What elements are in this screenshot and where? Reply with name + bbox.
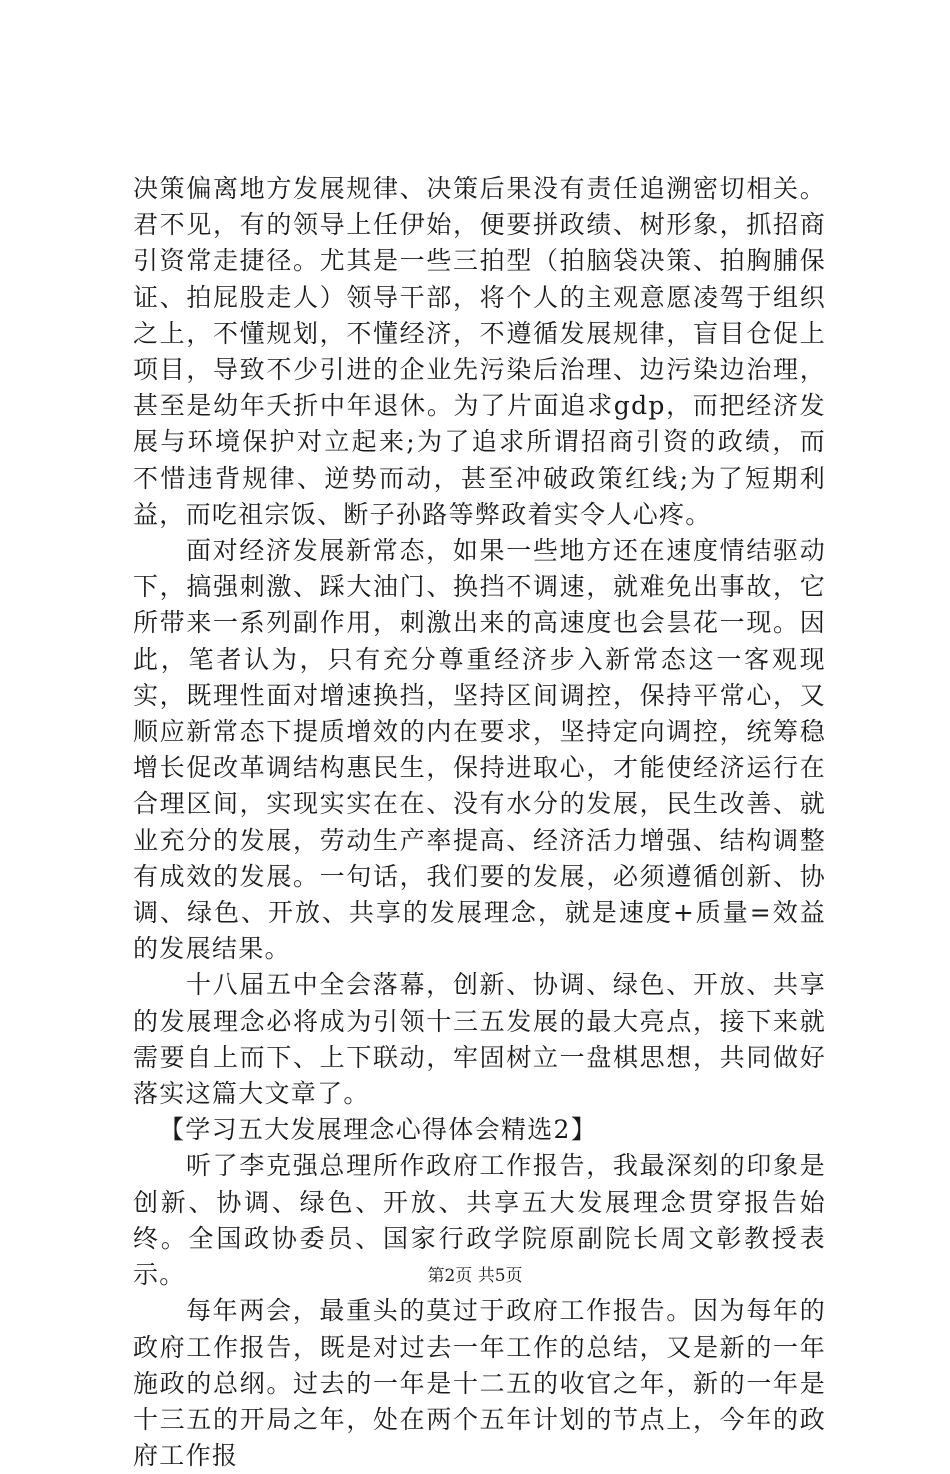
page-footer: [0, 1266, 950, 1286]
paragraph-5: 每年两会，最重头的莫过于政府工作报告。因为每年的政府工作报告，既是对过去一年工作的总结，又是新的一年施政的总纲。过去的一年是十二五的收官之年，新的一年是十三五的开局之年，处在两个五年计划的节点上，今年的政府工作报: [133, 1296, 826, 1471]
section-heading: 【学习五大发展理念心得体会精选2】: [159, 1115, 598, 1145]
paragraph-1: 决策偏离地方发展规律、决策后果没有责任追溯密切相关。君不见，有的领导上任伊始，便要拼政绩、树形象，抓招商引资常走捷径。尤其是一些三拍型（拍脑袋决策、拍胸脯保证、拍屁股走人）领导干部，将个人的主观意愿凌驾于组织之上，不懂规划，不懂经济，不遵循发展规律，盲目仓促上项目，导致不少引进的企业先污染后治理、边污染边治理，甚至是幼年夭折中年退休。为了片面追求gdp，而把经济发展与环境保护对立起来;为了追求所谓招商引资的政绩，而不惜违背规律、逆势而动，甚至冲破政策红线;为了短期利益，而吃祖宗饭、断子孙路等弊政着实令人心疼。: [133, 174, 826, 529]
paragraph-3: 十八届五中全会落幕，创新、协调、绿色、开放、共享的发展理念必将成为引领十三五发展的最大亮点，接下来就需要自上而下、上下联动，牢固树立一盘棋思想，共同做好落实这篇大文章了。: [133, 970, 826, 1109]
paragraph-4: 听了李克强总理所作政府工作报告，我最深刻的印象是创新、协调、绿色、开放、共享五大发展理念贯穿报告始终。全国政协委员、国家行政学院原副院长周文彰教授表示。: [133, 1151, 826, 1290]
page-number: 第2页 共5页: [427, 1266, 523, 1286]
paragraph-2: 面对经济发展新常态，如果一些地方还在速度情结驱动下，搞强刺激、踩大油门、换挡不调速，就难免出事故，它所带来一系列副作用，刺激出来的高速度也会昙花一现。因此，笔者认为，只有充分尊重经济步入新常态这一客观现实，既理性面对增速换挡，坚持区间调控，保持平常心，又顺应新常态下提质增效的内在要求，坚持定向调控，统筹稳增长促改革调结构惠民生，保持进取心，才能使经济运行在合理区间，实现实实在在、没有水分的发展，民生改善、就业充分的发展，劳动生产率提高、经济活力增强、结构调整有成效的发展。一句话，我们要的发展，必须遵循创新、协调、绿色、开放、共享的发展理念，就是速度+质量=效益的发展结果。: [133, 536, 826, 964]
